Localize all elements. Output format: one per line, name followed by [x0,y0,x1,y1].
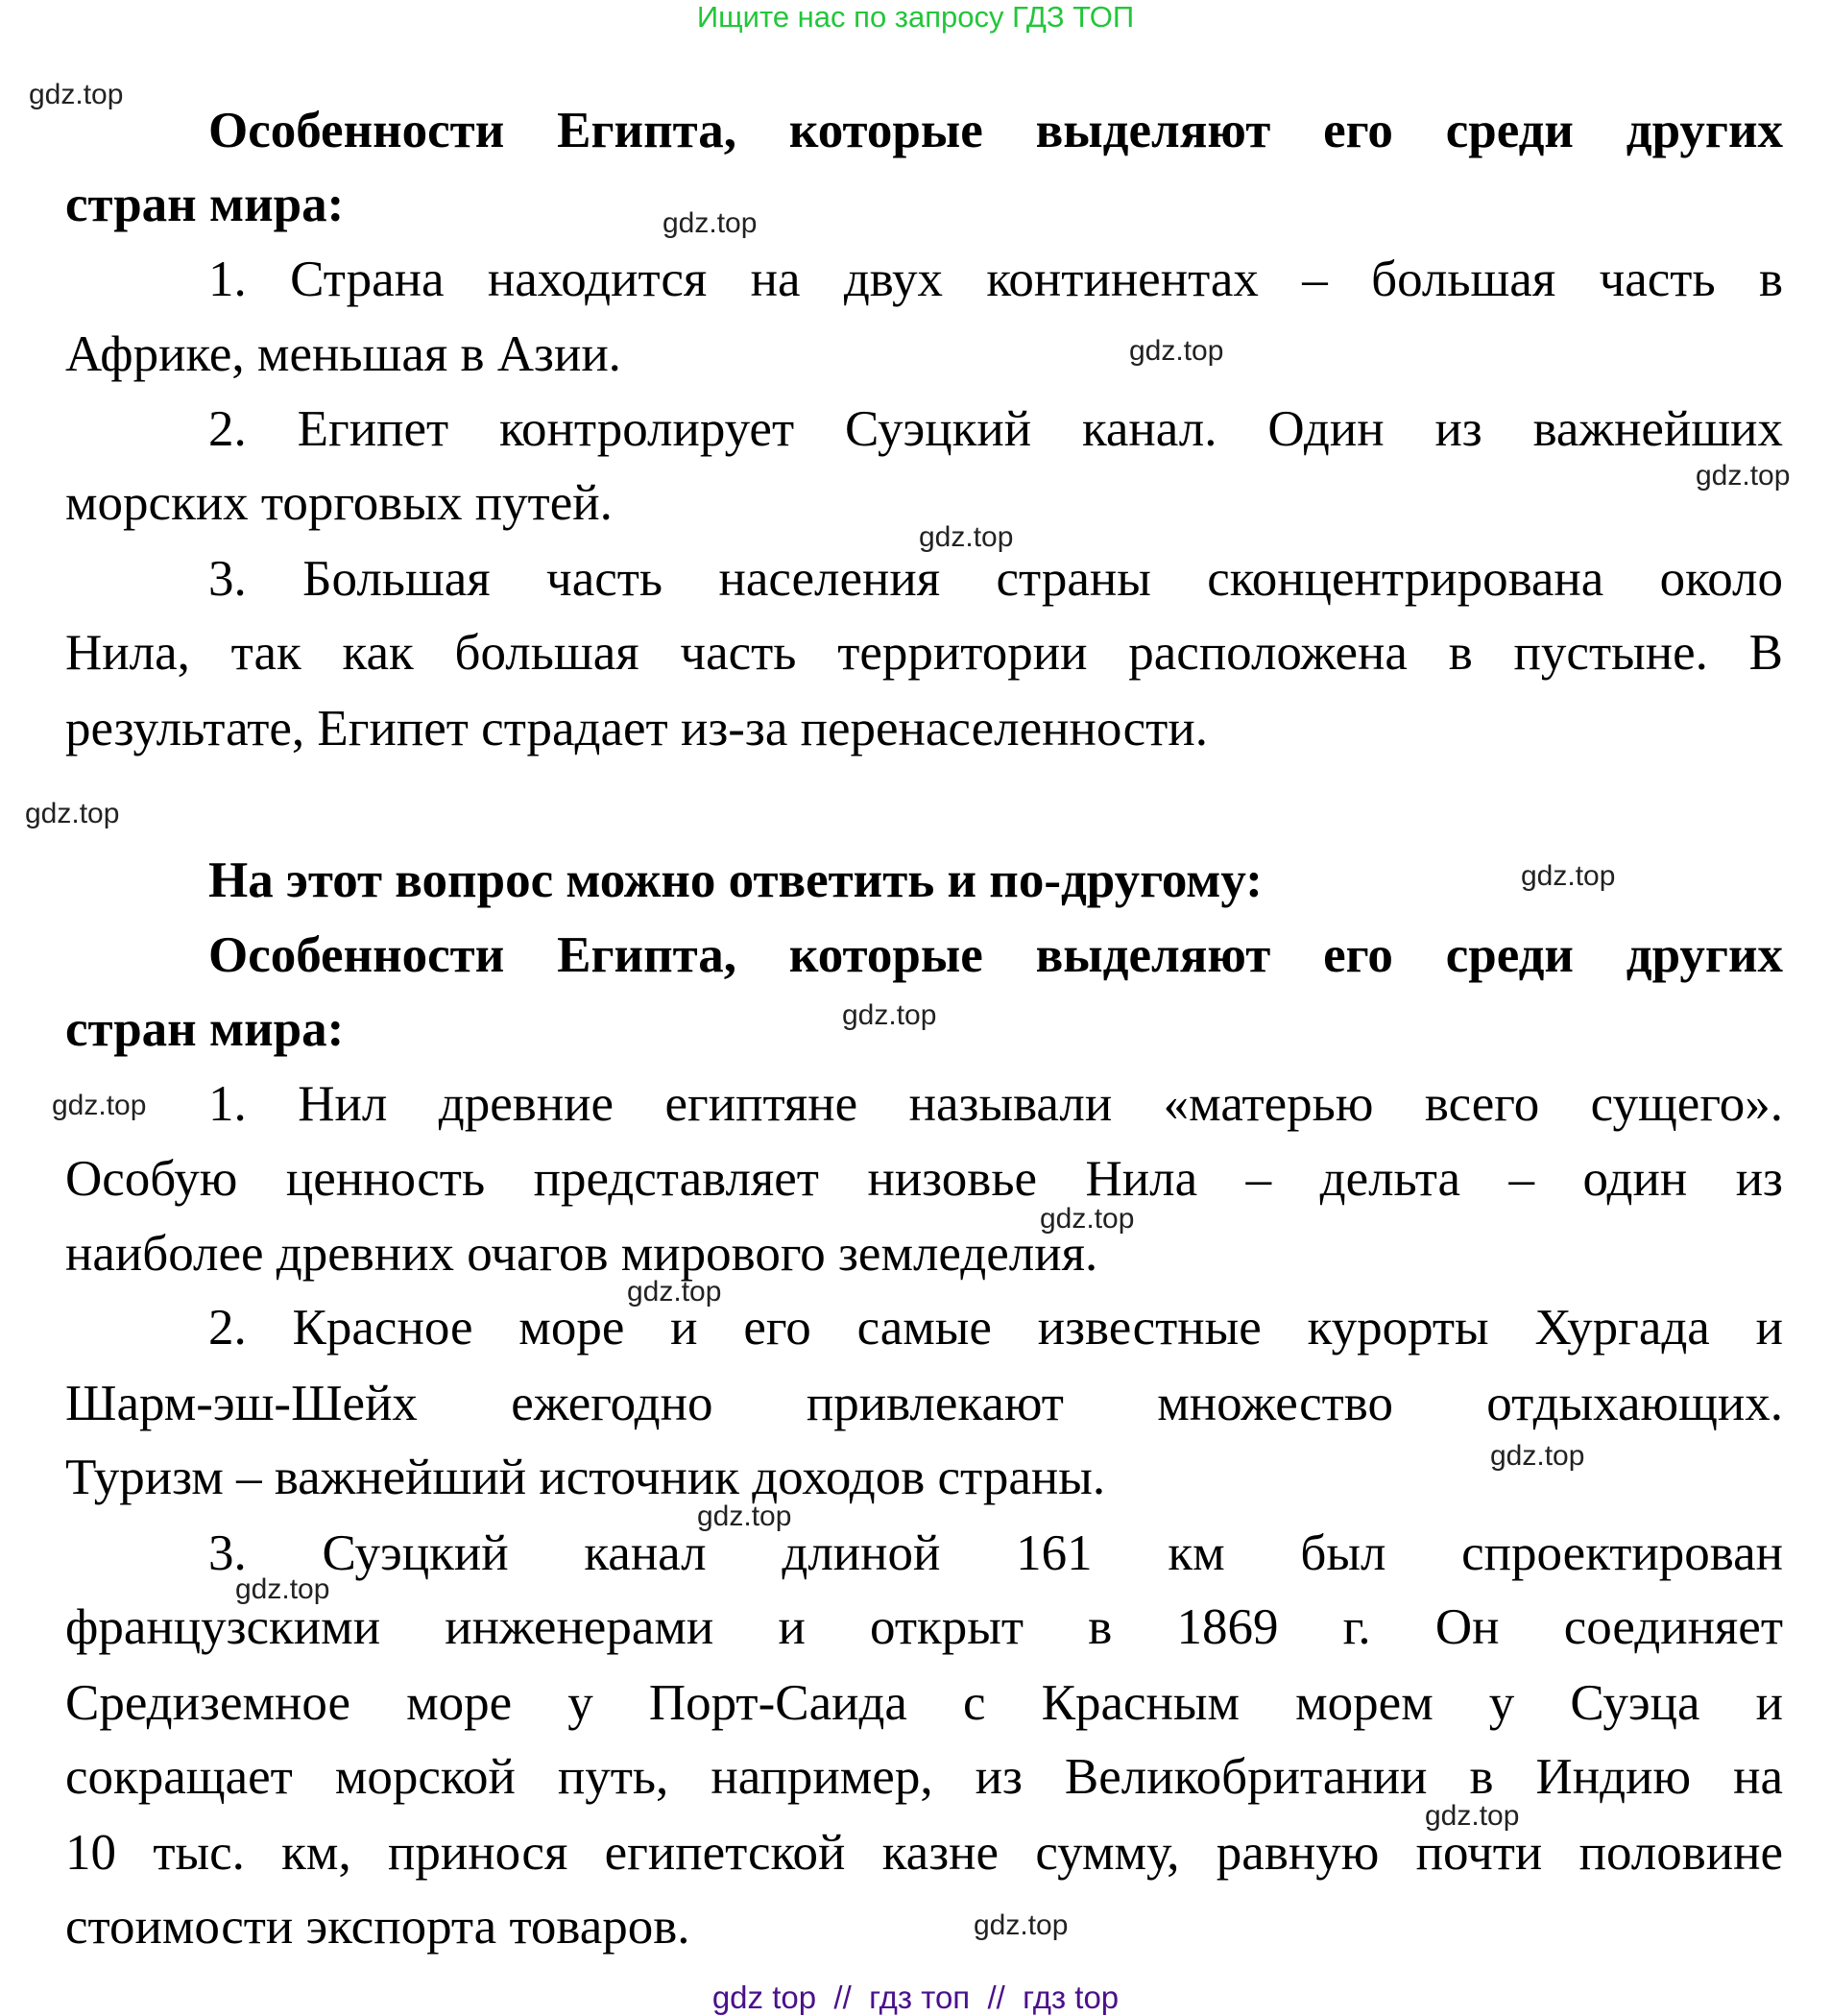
section2-item2-line1: 2. Красное море и его самые известные курорты Хургада и [208,1300,1783,1356]
watermark: gdz.top [25,798,120,829]
watermark: gdz.top [627,1276,722,1308]
watermark: gdz.top [52,1090,147,1121]
watermark: gdz.top [919,521,1014,553]
section2-heading-line2: стран мира: [65,1001,345,1057]
section2-item3-line3: Средиземное море у Порт-Саида с Красным морем у Суэца и [65,1675,1783,1731]
section2-intro: На этот вопрос можно ответить и по-другому: [208,852,1263,908]
section1-item2-line1: 2. Египет контролирует Суэцкий канал. Один из важнейших [208,401,1783,457]
section2-item3-line1: 3. Суэцкий канал длиной 161 км был спроектирован [208,1525,1783,1581]
section2-item3-line4: сокращает морской путь, например, из Великобритании в Индию на [65,1749,1783,1805]
section1-item3-line1: 3. Большая часть населения страны сконцентрирована около [208,551,1783,607]
watermark: gdz.top [1521,860,1616,892]
watermark: gdz.top [29,79,124,110]
watermark: gdz.top [235,1573,330,1605]
watermark: gdz.top [1425,1800,1520,1832]
section1-heading-line2: стран мира: [65,177,345,232]
watermark: gdz.top [1490,1440,1585,1472]
section1-item1-line2: Африке, меньшая в Азии. [65,326,621,382]
section2-item3-line5: 10 тыс. км, принося египетской казне сумму, равную почти половине [65,1825,1783,1881]
watermark: gdz.top [697,1500,792,1532]
footer-watermark: gdz top // гдз топ // гдз top [711,1980,1120,2015]
watermark: gdz.top [1129,335,1224,367]
section1-item3-line3: результате, Египет страдает из-за перенаселенности. [65,701,1208,756]
section2-item3-line6: стоимости экспорта товаров. [65,1899,690,1955]
watermark: gdz.top [1040,1203,1135,1235]
watermark: gdz.top [842,999,937,1031]
section1-item3-line2: Нила, так как большая часть территории расположена в пустыне. В [65,625,1783,681]
section1-item2-line2: морских торговых путей. [65,475,613,531]
section2-item1-line3: наиболее древних очагов мирового земледелия. [65,1226,1098,1282]
section2-item2-line2: Шарм-эш-Шейх ежегодно привлекают множество отдыхающих. [65,1376,1783,1431]
section2-item3-line2: французскими инженерами и открыт в 1869 г. Он соединяет [65,1599,1783,1655]
section1-item1-line1: 1. Страна находится на двух континентах – большая часть в [208,252,1783,307]
watermark: gdz.top [663,207,758,239]
search-banner: Ищите нас по запросу ГДЗ ТОП [696,0,1135,34]
section2-item2-line3: Туризм – важнейший источник доходов страны. [65,1450,1106,1505]
section2-heading-line1: Особенности Египта, которые выделяют его среди других [208,927,1783,983]
section1-heading-line1: Особенности Египта, которые выделяют его среди других [208,103,1783,158]
section2-item1-line2: Особую ценность представляет низовье Нила – дельта – один из [65,1151,1783,1207]
section2-item1-line1: 1. Нил древние египтяне называли «матерью всего сущего». [208,1076,1783,1132]
watermark: gdz.top [974,1909,1069,1941]
watermark: gdz.top [1696,460,1791,492]
